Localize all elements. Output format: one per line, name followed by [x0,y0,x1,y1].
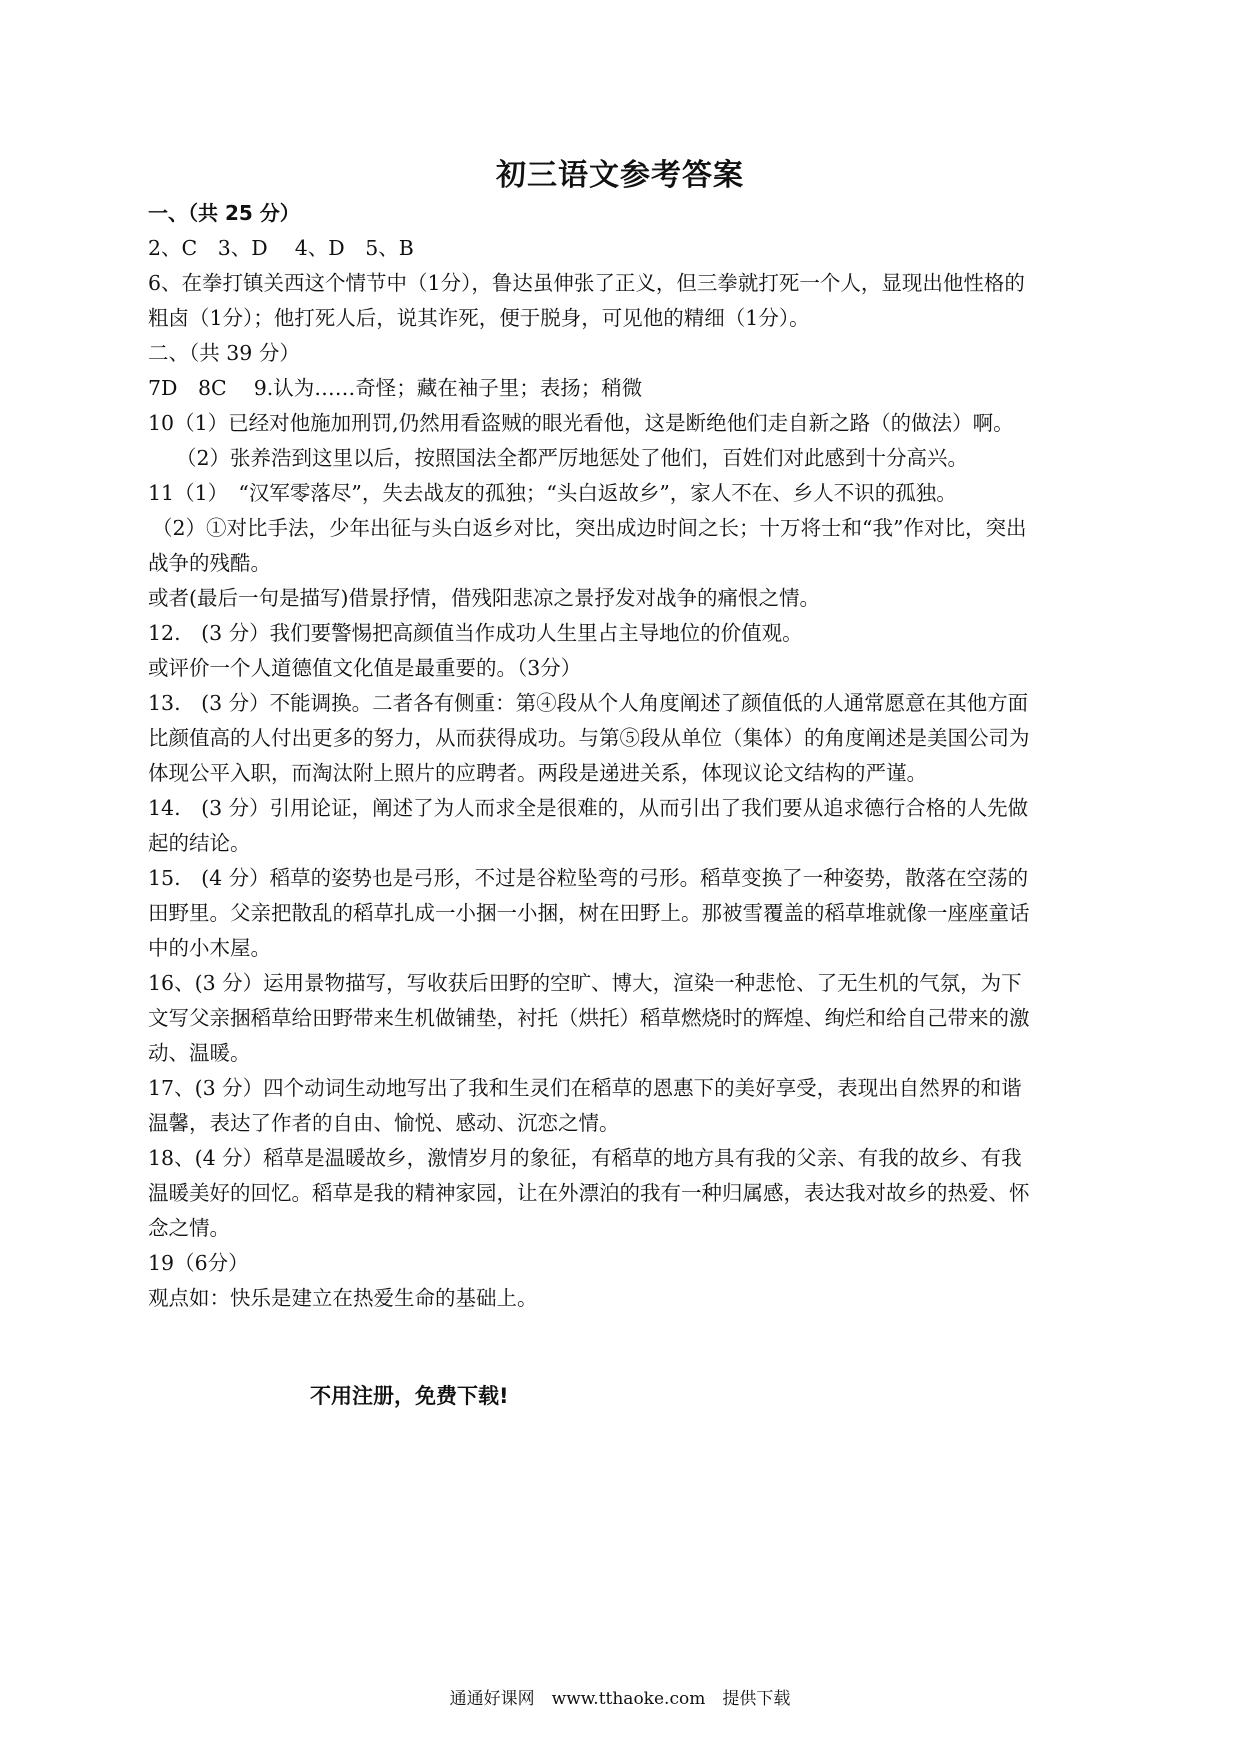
answer-line: 念之情。 [148,1216,230,1240]
section-heading-2: 二、（共 39 分） [148,341,300,365]
answer-line: 2、C 3、D 4、D 5、B [148,236,414,260]
section-heading-1: 一、（共 25 分） [148,201,300,225]
answer-line: 粗卤（1分）；他打死人后，说其诈死，便于脱身，可见他的精细（1分）。 [148,306,810,330]
answer-line: 7D 8C 9.认为……奇怪；藏在袖子里；表扬；稍微 [148,376,643,400]
answer-line: 或评价一个人道德值文化值是最重要的。（3分） [148,656,582,680]
answer-line: 10（1）已经对他施加刑罚,仍然用看盗贼的眼光看他，这是断绝他们走自新之路（的做法）啊。 [148,411,1014,435]
answer-line: （2）张养浩到这里以后，按照国法全都严厉地惩处了他们，百姓们对此感到十分高兴。 [176,446,969,470]
answer-line: 温馨，表达了作者的自由、愉悦、感动、沉恋之情。 [148,1111,620,1135]
answer-line: 19（6分） [148,1251,249,1275]
answer-line: 战争的残酷。 [148,551,271,575]
answer-line: 18、(4 分）稻草是温暖故乡，激情岁月的象征，有稻草的地方具有我的父亲、有我的故乡、有我 [148,1146,1022,1170]
page-title: 初三语文参考答案 [496,158,744,193]
answer-line: 15. (4 分）稻草的姿势也是弓形，不过是谷粒坠弯的弓形。稻草变换了一种姿势，散落在空荡的 [148,866,1029,890]
promo-text: 不用注册，免费下载! [310,1384,509,1408]
answer-line: 14. (3 分）引用论证，阐述了为人而求全是很难的，从而引出了我们要从追求德行合格的人先做 [148,796,1029,820]
answer-line: 13. (3 分）不能调换。二者各有侧重：第④段从个人角度阐述了颜值低的人通常愿意在其他方面 [148,691,1029,715]
answer-line: 体现公平入职，而淘汰附上照片的应聘者。两段是递进关系，体现议论文结构的严谨。 [148,761,927,785]
answer-line: 文写父亲捆稻草给田野带来生机做铺垫，衬托（烘托）稻草燃烧时的辉煌、绚烂和给自己带来的激 [148,1006,1030,1030]
answer-line: 起的结论。 [148,831,251,855]
answer-body [148,196,1098,1316]
answer-line: 6、在拳打镇关西这个情节中（1分），鲁达虽伸张了正义，但三拳就打死一个人，显现出他性格的 [148,271,1025,295]
answer-line: 比颜值高的人付出更多的努力，从而获得成功。与第⑤段从单位（集体）的角度阐述是美国公司为 [148,726,1030,750]
answer-line: （2）①对比手法，少年出征与头白返乡对比，突出成边时间之长；十万将士和“我”作对比，突出 [152,516,1027,540]
answer-line: 温暖美好的回忆。稻草是我的精神家园，让在外漂泊的我有一种归属感，表达我对故乡的热爱、怀 [148,1181,1030,1205]
answer-line: 动、温暖。 [148,1041,251,1065]
answer-line: 田野里。父亲把散乱的稻草扎成一小捆一小捆，树在田野上。那被雪覆盖的稻草堆就像一座座童话 [148,901,1030,925]
answer-line: 12. (3 分）我们要警惕把高颜值当作成功人生里占主导地位的价值观。 [148,621,803,645]
answer-line: 16、(3 分）运用景物描写，写收获后田野的空旷、博大，渲染一种悲怆、了无生机的气氛，为下 [148,971,1022,995]
answer-line: 17、(3 分）四个动词生动地写出了我和生灵们在稻草的恩惠下的美好享受，表现出自然界的和谐 [148,1076,1022,1100]
answer-line: 或者(最后一句是描写)借景抒情，借残阳悲凉之景抒发对战争的痛恨之情。 [148,586,820,610]
page-footer: 通通好课网 www.tthaoke.com 提供下载 [449,1689,791,1709]
answer-line: 11（1） “汉军零落尽”，失去战友的孤独；“头白返故乡”，家人不在、乡人不识的孤独。 [148,481,957,505]
answer-line: 中的小木屋。 [148,936,271,960]
answer-line: 观点如：快乐是建立在热爱生命的基础上。 [148,1286,538,1310]
